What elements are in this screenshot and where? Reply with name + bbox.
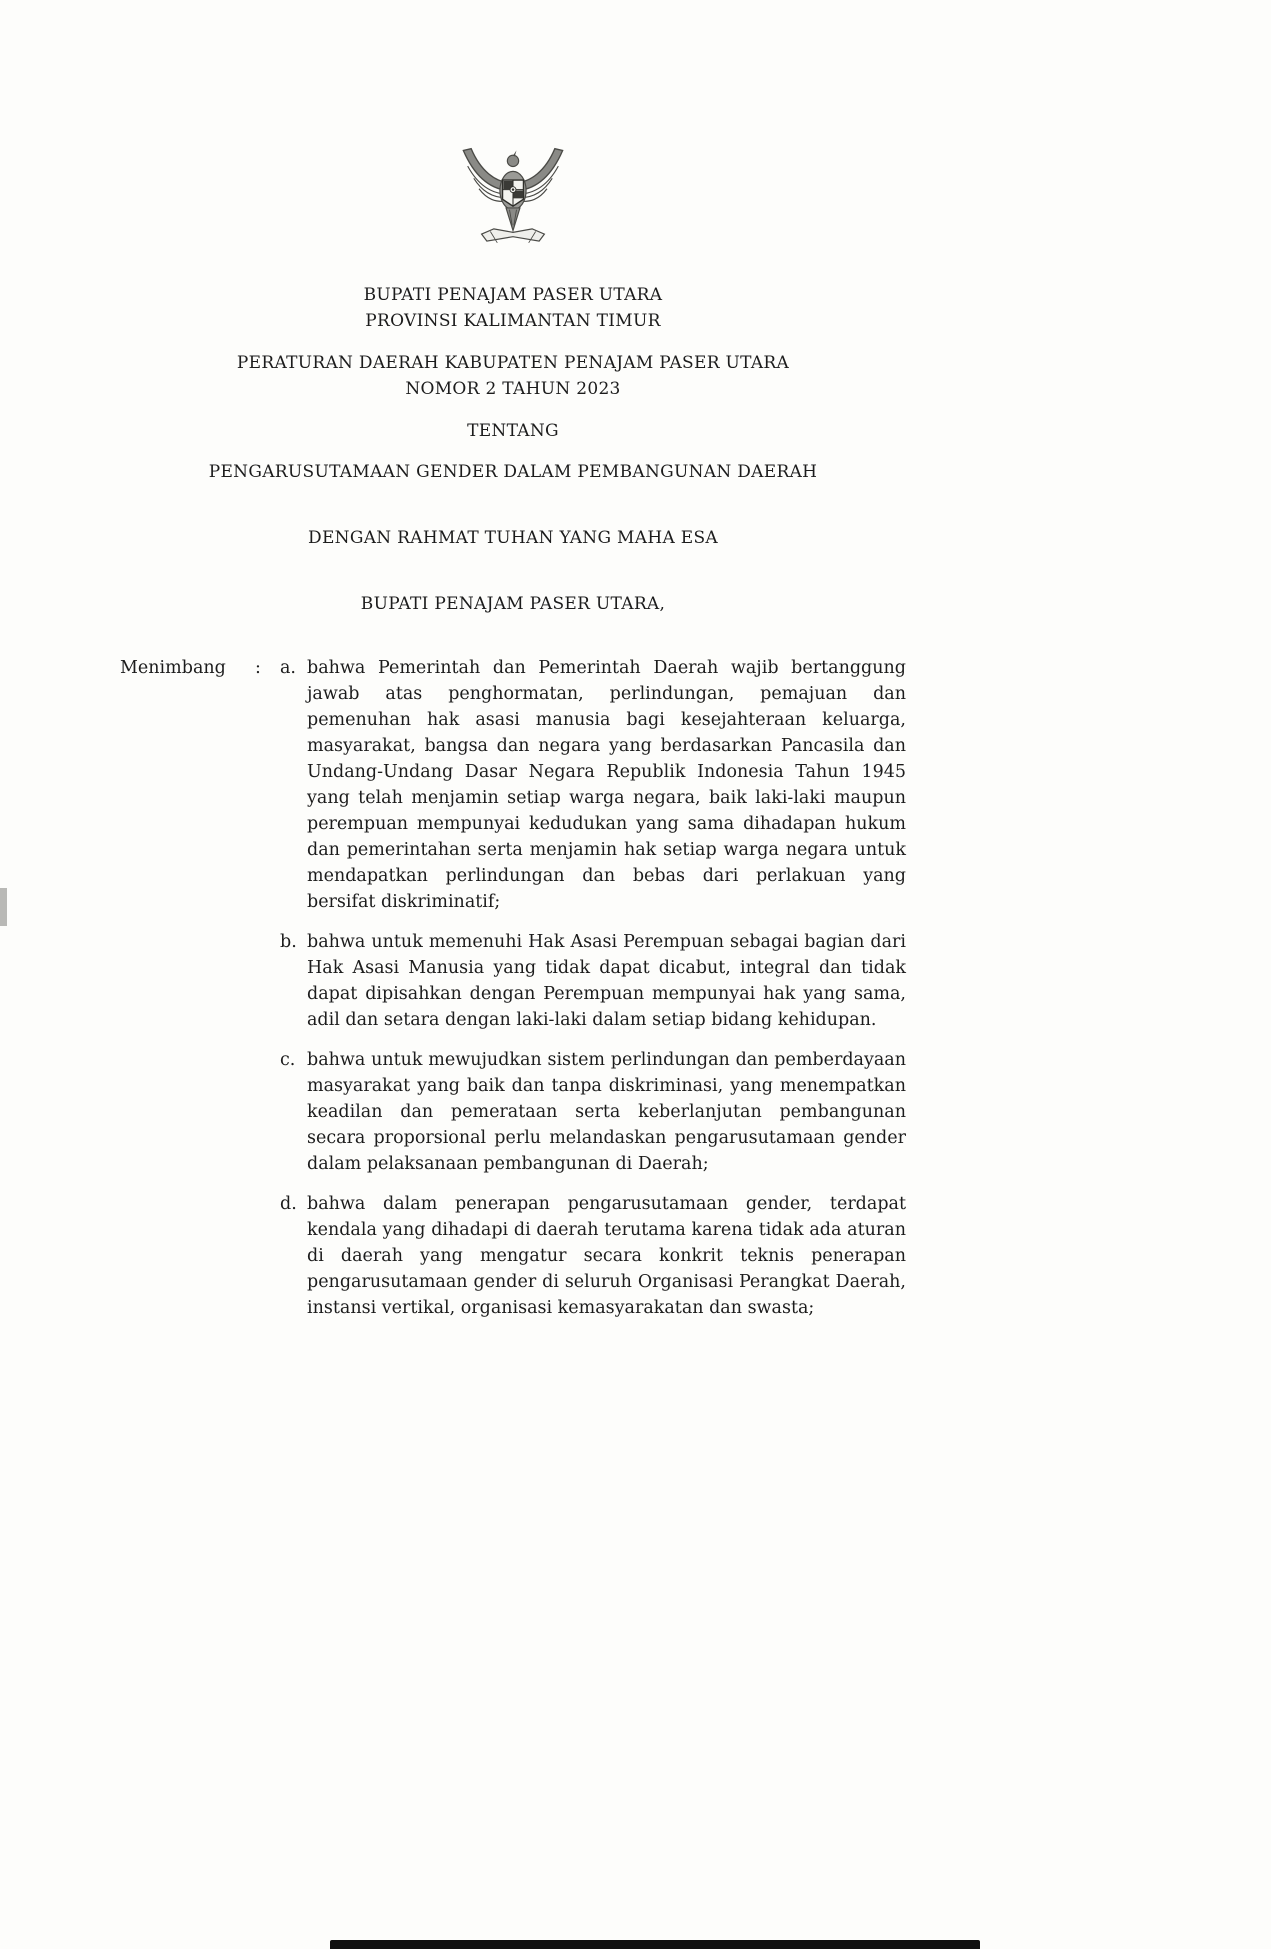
considerations-separator: : xyxy=(255,658,261,678)
scan-artifact xyxy=(330,1940,980,1949)
consideration-item-d xyxy=(280,1191,906,1321)
regulation-number: NOMOR 2 TAHUN 2023 xyxy=(405,379,621,399)
item-letter: d. xyxy=(280,1194,297,1214)
garuda-pancasila-emblem-icon xyxy=(452,136,574,256)
item-letter: b. xyxy=(280,932,297,952)
item-letter: a. xyxy=(280,658,296,678)
letterhead xyxy=(120,282,906,334)
regulation-title-block xyxy=(120,350,906,402)
item-text: bahwa untuk memenuhi Hak Asasi Perempuan sebagai bagian dari Hak Asasi Manusia yang tidak dapat dicabut, integral dan tidak dapat dipisahkan dengan Perempuan mempunyai hak yang sama, adil dan setara dengan laki-laki dalam setiap bidang kehidupan. xyxy=(307,932,906,1030)
document-content xyxy=(120,0,906,1321)
enacting-authority: BUPATI PENAJAM PASER UTARA, xyxy=(360,594,666,614)
consideration-item-a xyxy=(280,655,906,915)
item-text: bahwa dalam penerapan pengarusutamaan gender, terdapat kendala yang dihadapi di daerah terutama karena tidak ada aturan di daerah yang mengatur secara konkrit teknis penerapan pengarusutamaan gender di seluruh Organisasi Perangkat Daerah, instansi vertikal, organisasi kemasyarakatan dan swasta; xyxy=(307,1194,906,1318)
item-text: bahwa Pemerintah dan Pemerintah Daerah wajib bertanggung jawab atas penghormatan, perlindungan, pemajuan dan pemenuhan hak asasi manusia bagi kesejahteraan keluarga, masyarakat, bangsa dan negara yang berdasarkan Pancasila dan Undang-Undang Dasar Negara Republik Indonesia Tahun 1945 yang telah menjamin setiap warga negara, baik laki-laki maupun perempuan mempunyai kedudukan yang sama dihadapan hukum dan pemerintahan serta menjamin hak setiap warga negara untuk mendapatkan perlindungan dan bebas dari perlakuan yang bersifat diskriminatif; xyxy=(307,658,906,912)
regulation-title: PERATURAN DAERAH KABUPATEN PENAJAM PASER UTARA xyxy=(236,353,790,373)
consideration-item-c xyxy=(280,1047,906,1177)
regulation-subject: PENGARUSUTAMAAN GENDER DALAM PEMBANGUNAN DAERAH xyxy=(208,462,818,482)
item-text: bahwa untuk mewujudkan sistem perlindungan dan pemberdayaan masyarakat yang baik dan tanpa diskriminasi, yang menempatkan keadilan dan pemerataan serta keberlanjutan pembangunan secara proporsional perlu melandaskan pengarusutamaan gender dalam pelaksanaan pembangunan di Daerah; xyxy=(307,1050,906,1174)
province-name: PROVINSI KALIMANTAN TIMUR xyxy=(365,311,661,331)
about-label: TENTANG xyxy=(467,421,559,441)
considerations-label: Menimbang xyxy=(120,658,226,678)
considerations-list xyxy=(280,655,906,1321)
scan-artifact xyxy=(0,888,7,926)
considerations-section xyxy=(120,655,906,1321)
consideration-item-b xyxy=(280,929,906,1033)
authority-name: BUPATI PENAJAM PASER UTARA xyxy=(363,285,663,305)
invocation-line: DENGAN RAHMAT TUHAN YANG MAHA ESA xyxy=(308,528,718,548)
item-letter: c. xyxy=(280,1050,296,1070)
